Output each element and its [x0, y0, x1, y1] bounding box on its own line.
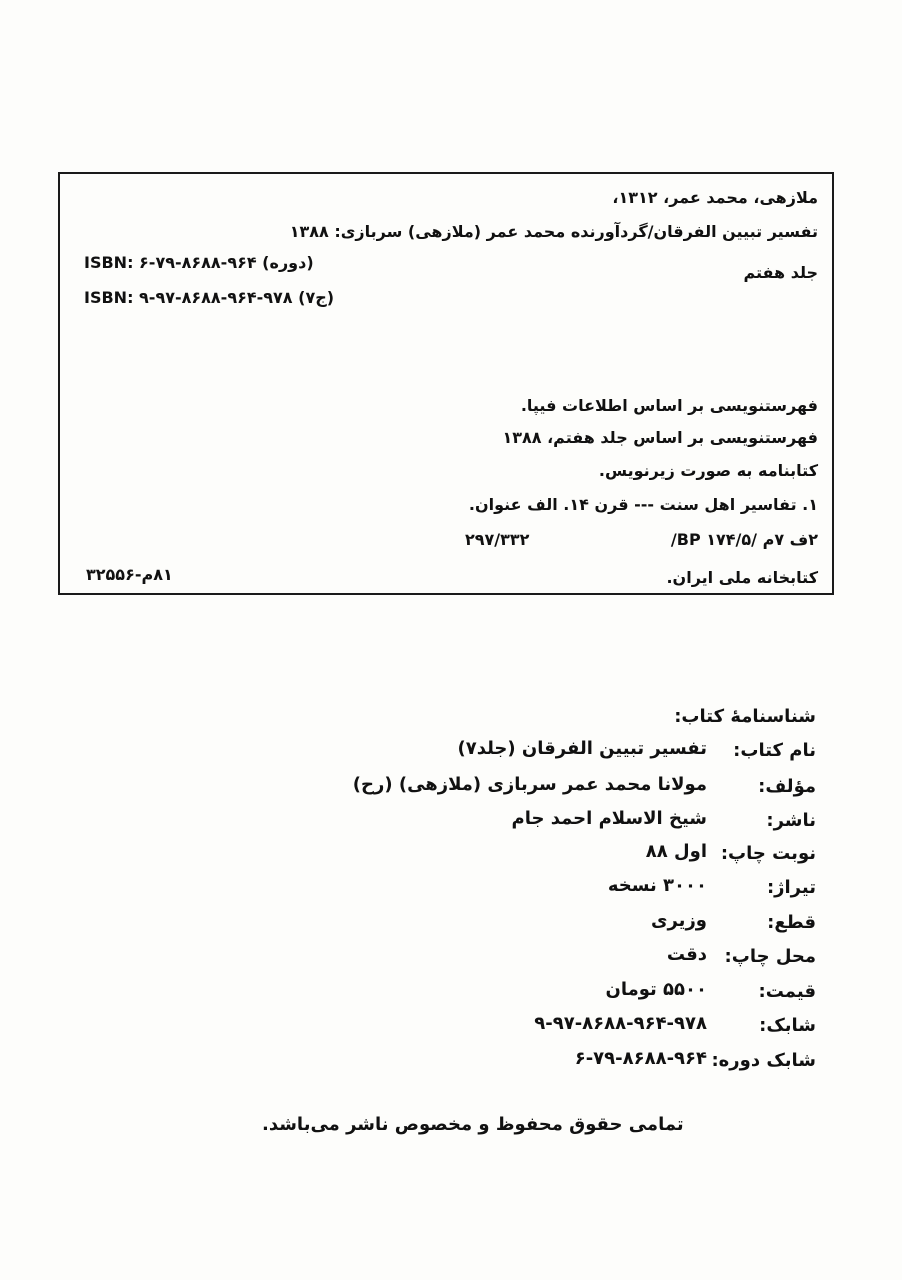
cip-lc-class: ۲ف ۷م /BP ۱۷۴/۵/: [670, 530, 818, 549]
identity-label: شابک دوره:: [711, 1050, 816, 1071]
identity-value: ۹-۹۷-۸۶۸۸-۹۶۴-۹۷۸: [534, 1013, 707, 1034]
identity-value: دقت: [666, 944, 707, 965]
identity-value: شیخ الاسلام احمد جام: [511, 808, 707, 829]
cip-title-line: تفسیر تبیین الفرقان/گردآورنده محمد عمر (ملازهی) سربازی: ۱۳۸۸: [289, 222, 818, 241]
cip-subject: ۱. تفاسیر اهل سنت --- قرن ۱۴. الف عنوان.: [468, 495, 818, 514]
identity-label: قیمت:: [758, 981, 816, 1002]
identity-label: شابک:: [759, 1015, 816, 1036]
identity-label: تیراژ:: [766, 877, 816, 898]
cip-author-line: ملازهی، محمد عمر، ۱۳۱۲،: [612, 188, 818, 207]
cip-dewey: ۲۹۷/۳۳۲: [465, 530, 530, 549]
identity-label: ناشر:: [766, 810, 816, 831]
identity-label: محل چاپ:: [724, 946, 816, 967]
identity-value: اول ۸۸: [645, 841, 707, 862]
identity-label: نوبت چاپ:: [720, 843, 816, 864]
identity-value: ۵۵۰۰ تومان: [605, 979, 707, 1000]
identity-value: ۳۰۰۰ نسخه: [607, 875, 707, 896]
identity-label: قطع:: [767, 912, 816, 933]
cip-note-fipa: فهرستنویسی بر اساس اطلاعات فیپا.: [520, 396, 818, 415]
identity-label: نام کتاب:: [733, 740, 816, 761]
cip-volume-line: جلد هفتم: [743, 263, 818, 282]
cip-note-volume: فهرستنویسی بر اساس جلد هفتم، ۱۳۸۸: [502, 428, 818, 447]
cip-note-bibliography: کتابنامه به صورت زیرنویس.: [598, 461, 818, 480]
cip-record-number: ۸۱م-۳۲۵۵۶: [86, 565, 173, 584]
identity-value: ۶-۷۹-۸۶۸۸-۹۶۴: [574, 1048, 707, 1069]
identity-value: تفسیر تبیین الفرقان (جلد۷): [457, 738, 707, 759]
cip-isbn-volume: ISBN: ۹-۹۷-۸۶۸۸-۹۶۴-۹۷۸ (ج۷): [84, 288, 335, 307]
cip-library: کتابخانه ملی ایران.: [666, 568, 818, 587]
identity-label: مؤلف:: [758, 776, 816, 797]
rights-notice: تمامی حقوق محفوظ و مخصوص ناشر می‌باشد.: [262, 1114, 684, 1135]
cip-isbn-set: ISBN: ۶-۷۹-۸۶۸۸-۹۶۴ (دوره): [84, 253, 314, 272]
identity-heading: شناسنامهٔ کتاب:: [674, 706, 816, 727]
identity-value: مولانا محمد عمر سربازی (ملازهی) (رح): [352, 774, 707, 795]
identity-value: وزیری: [650, 910, 707, 931]
